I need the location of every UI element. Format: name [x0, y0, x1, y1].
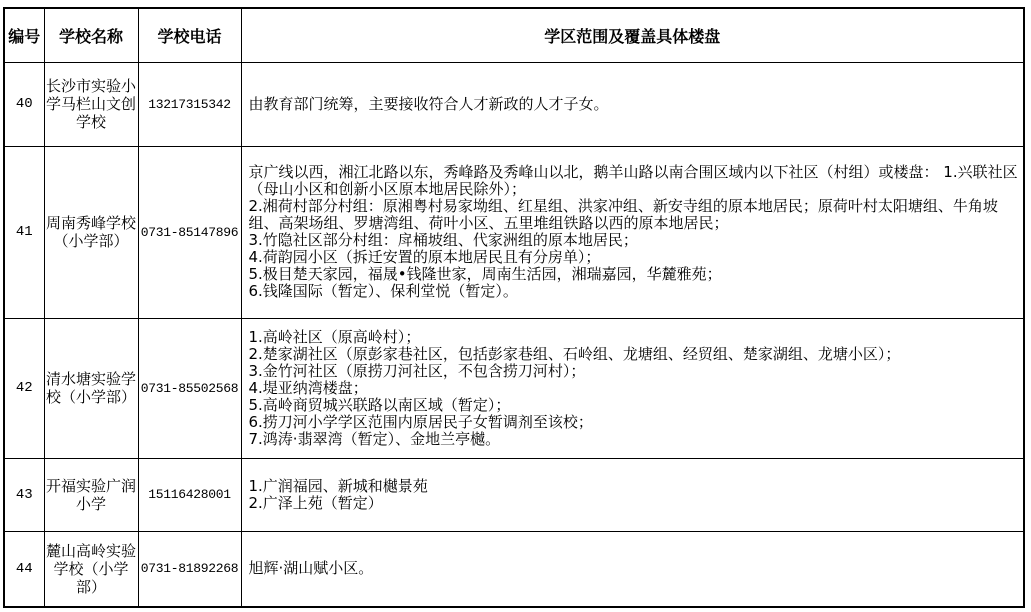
school-district-table	[3, 7, 1025, 608]
school-phone-cell: 13217315342	[138, 62, 241, 146]
district-detail-line: 6.捞刀河小学学区范围内原居民子女暂调剂至该校；	[248, 412, 593, 431]
district-detail-line: 5.高岭商贸城兴联路以南区域（暂定）；	[248, 395, 511, 414]
table-row	[4, 146, 1024, 318]
district-detail-line: 2.广泽上苑（暂定）	[248, 493, 383, 512]
row-number-cell: 41	[4, 146, 44, 318]
district-details-cell	[241, 531, 1024, 607]
district-detail-line: 京广线以西，湘江北路以东，秀峰路及秀峰山以北，鹅羊山路以南合围区域内以下社区（村组）或楼盘： 1.兴联社区（母山小区和创新小区原本地居民除外）；	[248, 163, 1018, 198]
row-number-cell: 40	[4, 62, 44, 146]
district-detail-line: 4.荷韵园小区（拆迁安置的原本地居民且有分房单）；	[248, 248, 601, 266]
header-row	[4, 8, 1024, 62]
district-details-cell	[241, 62, 1024, 146]
row-number-cell: 42	[4, 318, 44, 458]
header-school-name: 学校名称	[44, 8, 138, 62]
document-page	[3, 7, 1025, 608]
school-phone-cell: 15116428001	[138, 458, 241, 531]
district-detail-line: 1.广润福园、新城和樾景苑	[248, 476, 428, 495]
table-row	[4, 62, 1024, 146]
school-name-cell: 长沙市实验小学马栏山文创学校	[44, 62, 138, 146]
row-number-cell: 44	[4, 531, 44, 607]
district-details-cell	[241, 318, 1024, 458]
district-detail-line: 7.鸿涛·翡翠湾（暂定）、金地兰亭樾。	[248, 429, 501, 448]
district-detail-line: 旭辉·湖山赋小区。	[248, 559, 374, 578]
header-number: 编号	[4, 8, 44, 62]
school-phone-cell: 0731-85147896	[138, 146, 241, 318]
district-details-cell	[241, 146, 1024, 318]
district-detail-line: 6.钱隆国际（暂定）、保利堂悦（暂定）。	[248, 282, 518, 300]
table-row	[4, 318, 1024, 458]
district-detail-line: 由教育部门统筹，主要接收符合人才新政的人才子女。	[248, 94, 609, 113]
school-phone-cell: 0731-81892268	[138, 531, 241, 607]
district-details-cell	[241, 458, 1024, 531]
school-name-cell: 开福实验广润小学	[44, 458, 138, 531]
header-district-scope: 学区范围及覆盖具体楼盘	[241, 8, 1024, 62]
district-detail-line: 2.楚家湖社区（原彭家巷社区，包括彭家巷组、石岭组、龙塘组、经贸组、楚家湖组、龙塘小区）；	[248, 344, 901, 363]
district-detail-line: 1.高岭社区（原高岭村）；	[248, 327, 421, 346]
district-detail-line: 4.堤亚纳湾楼盘；	[248, 378, 368, 397]
district-detail-line: 3.竹隐社区部分村组：戽桶坡组、代家洲组的原本地居民；	[248, 231, 638, 249]
header-school-phone: 学校电话	[138, 8, 241, 62]
district-detail-line: 2.湘荷村部分村组：原湘粤村易家坳组、红星组、洪家冲组、新安寺组的原本地居民；原荷叶村太阳塘组、牛角坡组、高架场组、罗塘湾组、荷叶小区、五里堆组铁路以西的原本地居民；	[248, 197, 998, 232]
district-detail-line: 5.极目楚天家园，福晟•钱隆世家，周南生活园，湘瑞嘉园，华麓雅苑；	[248, 265, 722, 283]
row-number-cell: 43	[4, 458, 44, 531]
district-detail-line: 3.金竹河社区（原捞刀河社区，不包含捞刀河村）；	[248, 361, 586, 380]
table-row	[4, 531, 1024, 607]
school-name-cell: 麓山高岭实验学校（小学部）	[44, 531, 138, 607]
school-name-cell: 周南秀峰学校（小学部）	[44, 146, 138, 318]
school-phone-cell: 0731-85502568	[138, 318, 241, 458]
school-name-cell: 清水塘实验学校（小学部）	[44, 318, 138, 458]
table-row	[4, 458, 1024, 531]
